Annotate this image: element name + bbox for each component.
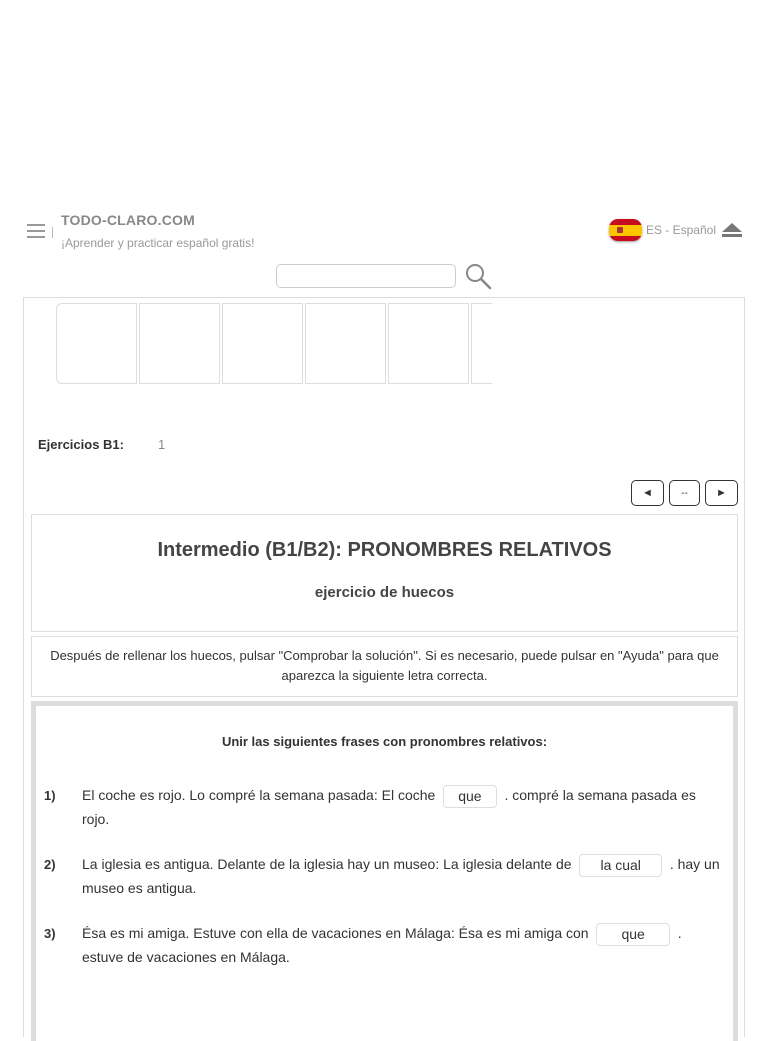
thumbnail[interactable]	[139, 303, 220, 384]
site-title[interactable]: TODO-CLARO.COM	[61, 212, 195, 228]
thumbnail[interactable]	[56, 303, 137, 384]
pager-select-button[interactable]: --	[669, 480, 700, 506]
item-text-after: . hay un museo es antigua.	[82, 856, 720, 896]
thumbnail[interactable]	[305, 303, 386, 384]
thumbnail[interactable]	[222, 303, 303, 384]
page-title: Intermedio (B1/B2): PRONOMBRES RELATIVOS	[157, 539, 612, 561]
page-subtitle: ejercicio de huecos	[314, 584, 455, 601]
divider	[52, 227, 53, 238]
thumbnail[interactable]	[471, 303, 492, 384]
exercises-label: Ejercicios B1:	[38, 437, 124, 452]
language-selector[interactable]	[609, 219, 742, 241]
search-icon[interactable]	[464, 262, 494, 292]
pager	[626, 480, 738, 506]
language-label: ES - Español	[645, 223, 716, 237]
item-number: 2)	[44, 857, 56, 872]
title-box	[31, 514, 738, 632]
site-subtitle: ¡Aprender y practicar español gratis!	[61, 236, 255, 250]
instructions: Después de rellenar los huecos, pulsar "Comprobar la solución". Si es necesario, puede pulsar en "Ayuda" para que aparezca la siguiente letra correcta.	[31, 636, 738, 697]
item-text-after: . estuve de vacaciones en Málaga.	[82, 925, 682, 965]
exercise-link[interactable]: 1	[158, 437, 166, 452]
item-text-after: . compré la semana pasada es rojo.	[82, 787, 696, 827]
answer-field[interactable]: que	[596, 923, 669, 946]
item-text-before: Ésa es mi amiga. Estuve con ella de vacaciones en Málaga: Ésa es mi amiga con	[82, 925, 589, 941]
answer-field[interactable]: que	[443, 785, 496, 808]
next-button[interactable]: ►	[705, 480, 738, 506]
thumbnail[interactable]	[388, 303, 469, 384]
exercise-box	[31, 701, 738, 1041]
search-input[interactable]	[276, 264, 456, 288]
spain-flag-icon	[609, 219, 642, 241]
eject-icon[interactable]	[722, 223, 742, 237]
thumbnail-strip	[56, 303, 492, 384]
item-number: 1)	[44, 788, 56, 803]
exercise-item	[44, 853, 723, 900]
item-text-before: El coche es rojo. Lo compré la semana pasada: El coche	[82, 787, 436, 803]
item-number: 3)	[44, 926, 56, 941]
prev-button[interactable]: ◄	[631, 480, 664, 506]
exercise-item	[44, 922, 723, 969]
exercise-item	[44, 784, 723, 831]
menu-icon[interactable]	[27, 224, 45, 238]
exercise-heading: Unir las siguientes frases con pronombres relativos:	[221, 734, 548, 749]
answer-field[interactable]: la cual	[579, 854, 661, 877]
item-text-before: La iglesia es antigua. Delante de la iglesia hay un museo: La iglesia delante de	[82, 856, 572, 872]
